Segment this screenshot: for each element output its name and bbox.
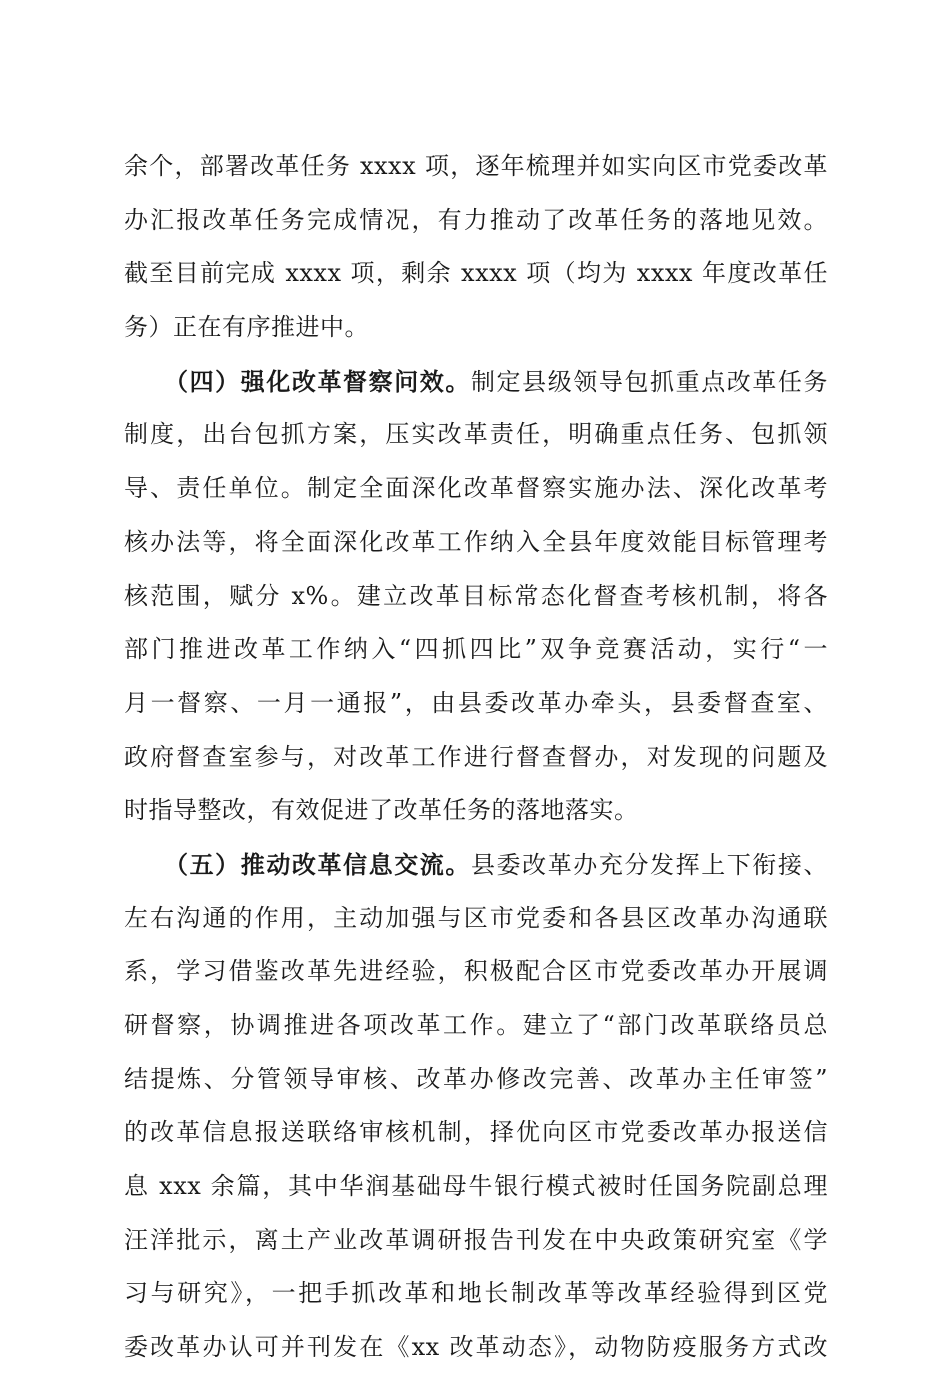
section-4-first-line <box>124 355 828 409</box>
text-line: 习与研究》，一把手抓改革和地长制改革等改革经验得到区党 <box>124 1279 828 1308</box>
text-line: 核办法等，将全面深化改革工作纳入全县年度效能目标管理考 <box>124 527 828 556</box>
section-5-heading: （五）推动改革信息交流。 <box>164 849 471 879</box>
text-line: 截至目前完成 xxxx 项，剩余 xxxx 项（均为 xxxx 年度改革任 <box>124 259 828 288</box>
text-line: 结提炼、分管领导审核、改革办修改完善、改革办主任审签” <box>124 1064 828 1093</box>
text-line: 政府督查室参与，对改革工作进行督查督办，对发现的问题及 <box>124 742 828 771</box>
text-line: 系，学习借鉴改革先进经验，积极配合区市党委改革办开展调 <box>124 957 828 986</box>
text-line: 导、责任单位。制定全面深化改革督察实施办法、深化改革考 <box>124 474 828 503</box>
text-line: 委改革办认可并刊发在《xx 改革动态》，动物防疫服务方式改 <box>124 1333 828 1362</box>
text-line: 时指导整改，有效促进了改革任务的落地落实。 <box>124 796 639 825</box>
text-line: 余个，部署改革任务 xxxx 项，逐年梳理并如实向区市党委改革 <box>124 152 828 180</box>
text-line: 的改革信息报送联络审核机制，择优向区市党委改革办报送信 <box>124 1118 828 1147</box>
section-4-heading: （四）强化改革督察问效。 <box>164 366 471 396</box>
section-4-text: 制定县级领导包抓重点改革任务 <box>470 367 829 396</box>
text-line: 左右沟通的作用，主动加强与区市党委和各县区改革办沟通联 <box>124 903 828 932</box>
section-5-text: 县委改革办充分发挥上下衔接、 <box>470 850 829 879</box>
text-line: 息 xxx 余篇，其中华润基础母牛银行模式被时任国务院副总理 <box>124 1172 828 1201</box>
text-line: 部门推进改革工作纳入“四抓四比”双争竞赛活动，实行“一 <box>124 635 828 664</box>
text-line: 务）正在有序推进中。 <box>124 313 369 342</box>
body-text <box>124 140 828 1375</box>
text-line: 核范围，赋分 x%。建立改革目标常态化督查考核机制，将各 <box>124 581 828 610</box>
text-line: 月一督察、一月一通报”，由县委改革办牵头，县委督查室、 <box>124 688 828 717</box>
section-5-first-line <box>124 838 828 892</box>
text-line: 研督察，协调推进各项改革工作。建立了“部门改革联络员总 <box>124 1011 828 1039</box>
text-line: 办汇报改革任务完成情况，有力推动了改革任务的落地见效。 <box>124 205 828 234</box>
text-line: 汪洋批示，离土产业改革调研报告刊发在中央政策研究室《学 <box>124 1225 828 1254</box>
text-line: 制度，出台包抓方案，压实改革责任，明确重点任务、包抓领 <box>124 420 828 449</box>
